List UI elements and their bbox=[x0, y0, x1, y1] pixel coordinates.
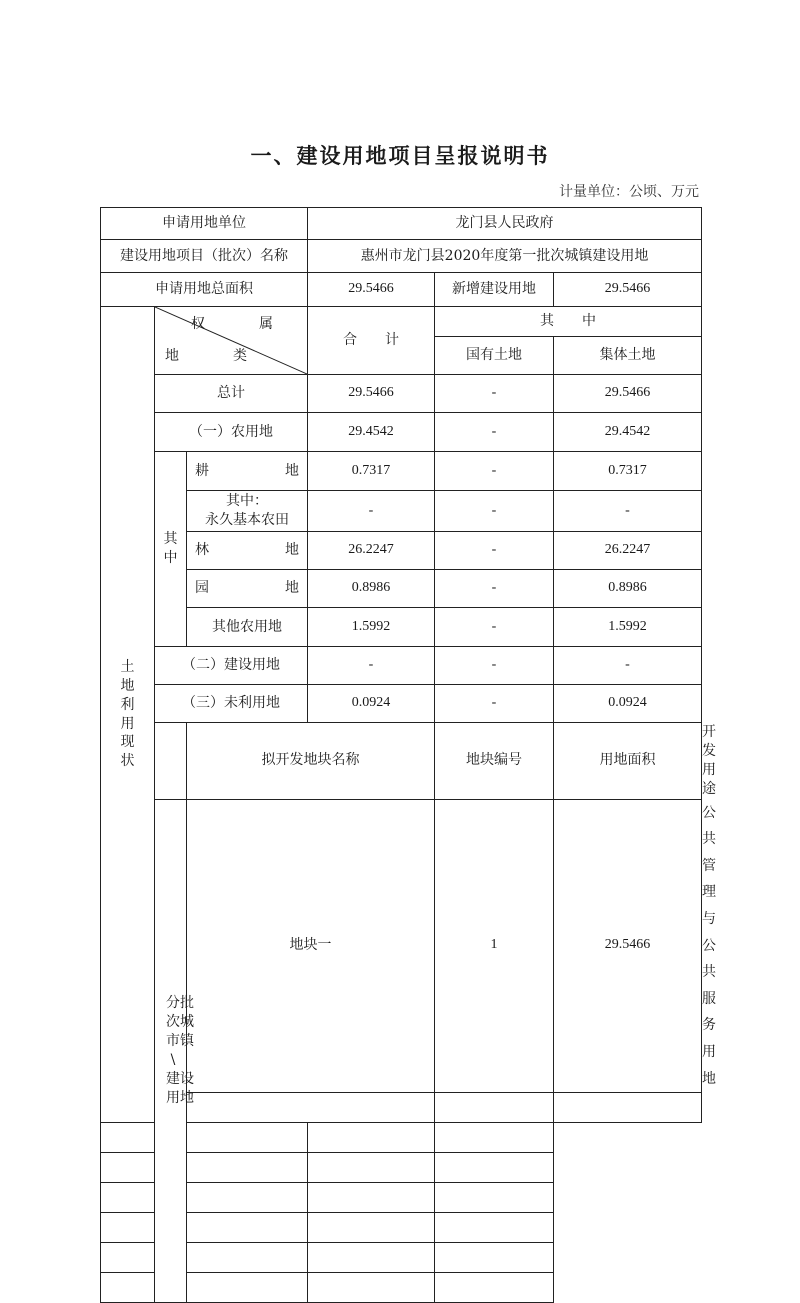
farm-collective: 29.4542 bbox=[554, 413, 702, 452]
forest-row bbox=[101, 532, 702, 570]
side-char: 土 bbox=[120, 658, 135, 675]
empty-plot-row bbox=[101, 1213, 702, 1243]
empty-cell bbox=[308, 1183, 435, 1213]
plot-name: 地块一 bbox=[187, 799, 435, 1093]
empty-cell bbox=[308, 1123, 435, 1153]
plot-side-line bbox=[155, 1013, 194, 1032]
summary-row bbox=[101, 375, 702, 413]
unused-label: （三）未利用地 bbox=[155, 685, 308, 723]
plot-side-line bbox=[155, 1089, 194, 1108]
garden-label-a: 园 bbox=[195, 580, 209, 597]
side-char: 次 bbox=[166, 1014, 180, 1031]
plot-header-row: 拟开发地块名称 地块编号 用地面积 开发用途 bbox=[101, 723, 702, 800]
basic-farmland-total: - bbox=[308, 491, 435, 532]
plot-area: 29.5466 bbox=[554, 799, 702, 1093]
side-char: 镇 bbox=[180, 1032, 194, 1049]
empty-cell bbox=[101, 1183, 187, 1213]
other-farm-collective: 1.5992 bbox=[554, 608, 702, 647]
unused-state: - bbox=[435, 685, 554, 723]
document-title: 一、建设用地项目呈报说明书 bbox=[250, 144, 550, 168]
side-char: 分 bbox=[166, 995, 180, 1012]
arable-label bbox=[187, 452, 308, 491]
plot-number: 1 bbox=[435, 799, 554, 1093]
garden-total: 0.8986 bbox=[308, 570, 435, 608]
land-use-table bbox=[100, 207, 717, 1303]
category-label: 地 类 bbox=[165, 348, 267, 365]
empty-plot-row bbox=[101, 1183, 702, 1213]
garden-label bbox=[187, 570, 308, 608]
empty-cell bbox=[308, 1273, 435, 1303]
plot-area-header: 用地面积 bbox=[554, 723, 702, 800]
new-area-value: 29.5466 bbox=[554, 273, 702, 307]
side-char: 用 bbox=[166, 1089, 180, 1106]
new-area-label: 新增建设用地 bbox=[435, 273, 554, 307]
empty-cell bbox=[435, 1243, 554, 1273]
garden-row bbox=[101, 570, 702, 608]
arable-row bbox=[101, 452, 702, 491]
side-char: 用 bbox=[120, 715, 135, 732]
construction-label: （二）建设用地 bbox=[155, 647, 308, 685]
unit-note: 计量单位：公顷、万元 bbox=[559, 184, 699, 200]
of-which-char: 其 bbox=[163, 531, 178, 548]
diagonal-header-cell bbox=[155, 307, 308, 375]
side-char: 状 bbox=[120, 753, 135, 770]
side-char: 利 bbox=[120, 696, 135, 713]
empty-cell bbox=[435, 1093, 554, 1123]
empty-plot-row bbox=[101, 1273, 702, 1303]
ownership-label: 权 属 bbox=[191, 316, 294, 332]
plot-side-line bbox=[155, 1070, 194, 1089]
project-value: 惠州市龙门县2020年度第一批次城镇建设用地 bbox=[308, 240, 702, 273]
arable-collective: 0.7317 bbox=[554, 452, 702, 491]
empty-cell bbox=[308, 1153, 435, 1183]
forest-collective: 26.2247 bbox=[554, 532, 702, 570]
empty-cell bbox=[308, 1243, 435, 1273]
basic-farmland-row bbox=[101, 491, 702, 532]
plot-header-blank bbox=[155, 723, 187, 800]
forest-label-a: 林 bbox=[195, 542, 209, 559]
empty-cell bbox=[435, 1213, 554, 1243]
farm-row bbox=[101, 413, 702, 452]
side-char: 建 bbox=[166, 1070, 180, 1087]
unused-row bbox=[101, 685, 702, 723]
construction-state: - bbox=[435, 647, 554, 685]
empty-plot-row bbox=[101, 1123, 702, 1153]
empty-cell bbox=[101, 1273, 187, 1303]
applicant-label: 申请用地单位 bbox=[101, 208, 308, 240]
empty-cell bbox=[101, 1213, 187, 1243]
side-char: 市\ bbox=[166, 1032, 180, 1068]
unused-collective: 0.0924 bbox=[554, 685, 702, 723]
empty-cell bbox=[187, 1153, 308, 1183]
side-char: 城 bbox=[180, 1014, 194, 1031]
plot-name-header: 拟开发地块名称 bbox=[187, 723, 435, 800]
farm-label: （一）农用地 bbox=[155, 413, 308, 452]
landuse-side-label bbox=[101, 307, 155, 1123]
total-area-label: 申请用地总面积 bbox=[101, 273, 308, 307]
other-farm-state: - bbox=[435, 608, 554, 647]
forest-label bbox=[187, 532, 308, 570]
applicant-value: 龙门县人民政府 bbox=[308, 208, 702, 240]
of-which-side-label bbox=[155, 452, 187, 647]
empty-cell bbox=[187, 1243, 308, 1273]
basic-farmland-label-a: 其中： bbox=[226, 493, 268, 510]
construction-row bbox=[101, 647, 702, 685]
plot-number-header: 地块编号 bbox=[435, 723, 554, 800]
empty-cell bbox=[101, 1123, 187, 1153]
basic-farmland-label bbox=[187, 491, 308, 532]
collective-land-header: 集体土地 bbox=[554, 337, 702, 375]
empty-cell bbox=[187, 1183, 308, 1213]
plot-side-line bbox=[155, 1032, 194, 1070]
project-row bbox=[101, 240, 702, 273]
garden-state: - bbox=[435, 570, 554, 608]
garden-label-b: 地 bbox=[285, 580, 300, 597]
construction-collective: - bbox=[554, 647, 702, 685]
farm-total: 29.4542 bbox=[308, 413, 435, 452]
total-header: 合 计 bbox=[308, 307, 435, 375]
total-area-value: 29.5466 bbox=[308, 273, 435, 307]
other-farm-label: 其他农用地 bbox=[187, 608, 308, 647]
other-farm-row bbox=[101, 608, 702, 647]
summary-collective: 29.5466 bbox=[554, 375, 702, 413]
farm-state: - bbox=[435, 413, 554, 452]
forest-total: 26.2247 bbox=[308, 532, 435, 570]
side-char: 批 bbox=[180, 995, 194, 1012]
summary-label: 总计 bbox=[155, 375, 308, 413]
empty-plot-row bbox=[101, 1243, 702, 1273]
empty-cell bbox=[187, 1123, 308, 1153]
project-label: 建设用地项目（批次）名称 bbox=[101, 240, 308, 273]
side-char: 地 bbox=[120, 677, 135, 694]
garden-collective: 0.8986 bbox=[554, 570, 702, 608]
plot-side-line bbox=[155, 994, 194, 1013]
empty-cell bbox=[101, 1153, 187, 1183]
side-char: 地 bbox=[180, 1089, 194, 1106]
side-char: 现 bbox=[120, 734, 135, 751]
empty-cell bbox=[187, 1273, 308, 1303]
arable-total: 0.7317 bbox=[308, 452, 435, 491]
basic-farmland-label-b: 永久基本农田 bbox=[205, 512, 289, 528]
forest-label-b: 地 bbox=[285, 542, 300, 559]
empty-plot-row bbox=[101, 1153, 702, 1183]
of-which-header: 其 中 bbox=[435, 307, 702, 337]
other-farm-total: 1.5992 bbox=[308, 608, 435, 647]
empty-cell bbox=[187, 1093, 435, 1123]
empty-cell bbox=[308, 1213, 435, 1243]
of-which-char: 中 bbox=[163, 550, 178, 566]
empty-cell bbox=[435, 1183, 554, 1213]
unused-total: 0.0924 bbox=[308, 685, 435, 723]
arable-state: - bbox=[435, 452, 554, 491]
arable-label-b: 地 bbox=[285, 462, 300, 479]
arable-label-a: 耕 bbox=[195, 462, 209, 479]
landuse-header-row-1 bbox=[101, 307, 702, 337]
side-char: 设 bbox=[180, 1070, 194, 1087]
summary-total: 29.5466 bbox=[308, 375, 435, 413]
basic-farmland-collective: - bbox=[554, 491, 702, 532]
state-land-header: 国有土地 bbox=[435, 337, 554, 375]
empty-cell bbox=[435, 1273, 554, 1303]
empty-cell bbox=[554, 1093, 702, 1123]
empty-cell bbox=[435, 1123, 554, 1153]
basic-farmland-state: - bbox=[435, 491, 554, 532]
empty-cell bbox=[187, 1213, 308, 1243]
plot-row: 分 批 次 城 市\ 镇 建 设 用 地 地块一 1 29.5466 公共管理与 公共服务用地 bbox=[101, 799, 702, 1093]
area-row bbox=[101, 273, 702, 307]
empty-cell bbox=[101, 1243, 187, 1273]
forest-state: - bbox=[435, 532, 554, 570]
construction-total: - bbox=[308, 647, 435, 685]
summary-state: - bbox=[435, 375, 554, 413]
applicant-row bbox=[101, 208, 702, 240]
empty-cell bbox=[435, 1153, 554, 1183]
